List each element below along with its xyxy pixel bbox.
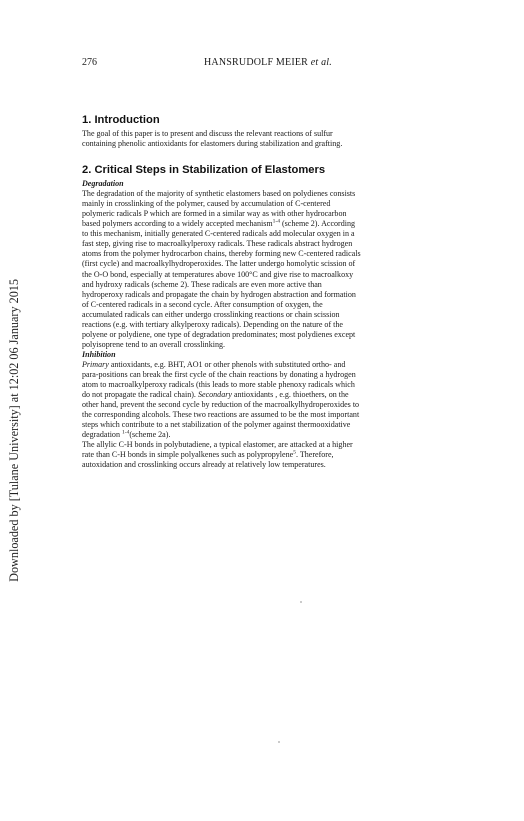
text-fragment: antioxidants , e.g. thioethers, on the: [231, 390, 349, 400]
inhibition-paragraph: [82, 360, 460, 440]
text-line: [82, 390, 460, 400]
running-header: [82, 57, 468, 73]
subheading-inhibition: Inhibition: [82, 349, 116, 359]
citation-ref: 1-4: [272, 218, 280, 225]
text-line: atom to macroalkylperoxy radicals (this leads to more stable phenoxy radicals which: [82, 380, 355, 390]
text-fragment: rate than C-H bonds in simple polyalkenes such as polypropylene: [82, 450, 294, 460]
text-line: hydroperoxy radicals and propagate the chain by hydrogen abstraction and formation: [82, 289, 356, 299]
text-fragment: based polymers according to a widely accepted mechanism: [82, 219, 273, 229]
emphasis-secondary: Secondary: [197, 390, 232, 400]
section-title-critical-steps: 2. Critical Steps in Stabilization of Elastomers: [82, 164, 326, 177]
text-line: para-positions can break the first cycle of the chain reactions by donating a hydrogen: [82, 369, 356, 379]
article-body: [82, 114, 460, 470]
degradation-paragraph: [82, 189, 460, 350]
text-line: atoms from the polymer hydrocarbon chains, thereby forming new C-centered radicals: [82, 249, 361, 259]
text-line: The allylic C-H bonds in polybutadiene, a typical elastomer, are attacked at a higher: [82, 440, 353, 450]
text-line: (first cycle) and macroalkylhydroperoxides. The latter undergo homolytic scission of: [82, 259, 356, 269]
page-number: 276: [82, 57, 97, 68]
download-notice: Downloaded by [Tulane University] at 12:02 06 January 2015: [6, 278, 21, 582]
text-fragment: antioxidants, e.g. BHT, AO1 or other phenols with substituted ortho- and: [108, 359, 346, 369]
text-line: polymeric radicals P which are formed in a similar way as with other hydrocarbon: [82, 209, 347, 219]
text-fragment: (scheme 2). According: [279, 219, 356, 229]
text-line: [82, 360, 460, 370]
text-line: [82, 219, 460, 229]
et-al: et al.: [310, 57, 332, 68]
text-line: [82, 450, 460, 460]
scan-speck: [278, 741, 280, 743]
text-line: accumulated radicals can either undergo crosslinking reactions or chain scission: [82, 309, 340, 319]
text-line: and hydroxy radicals (scheme 2). These radicals are even more active than: [82, 279, 322, 289]
text-fragment: degradation: [82, 430, 122, 440]
text-line: to this mechanism, initially generated C-centered radicals add molecular oxygen in a: [82, 229, 355, 239]
subheading-degradation: Degradation: [82, 179, 124, 189]
text-line: [82, 430, 460, 440]
section-title-introduction: 1. Introduction: [82, 114, 160, 126]
citation-ref: 1-4: [122, 429, 130, 436]
text-fragment: do not propagate the radical chain).: [82, 390, 198, 400]
citation-ref: 5: [293, 449, 296, 456]
text-line: autoxidation and crosslinking occurs already at relatively low temperatures.: [82, 460, 326, 470]
text-line: other hand, prevent the second cycle by reduction of the macroalkylhydroperoxides to: [82, 400, 360, 410]
text-line: containing phenolic antioxidants for elastomers during stabilization and grafting.: [82, 139, 343, 149]
allylic-paragraph: [82, 440, 460, 470]
text-line: reactions (e.g. with tertiary alkylperoxy radicals). Depending on the nature of the: [82, 319, 343, 329]
download-watermark: [2, 245, 26, 615]
text-line: fast step, giving rise to macroalkylperoxy radicals. These radicals abstract hydrogen: [82, 239, 353, 249]
text-line: the O-O bond, especially at temperatures above 100°C and give rise to macroalkoxy: [82, 269, 354, 279]
text-line: The goal of this paper is to present and discuss the relevant reactions of sulfur: [82, 129, 333, 138]
scan-speck: [300, 601, 302, 603]
emphasis-primary: Primary: [82, 359, 109, 369]
author-name: HANSRUDOLF MEIER: [204, 57, 309, 68]
text-line: polyene or polydiene, one type of degradation predominates; most polydienes except: [82, 329, 356, 339]
text-fragment: . Therefore,: [295, 450, 334, 460]
text-fragment: (scheme 2a).: [129, 430, 171, 440]
running-title: [204, 57, 332, 68]
text-line: polyisoprene tend to an overall crosslinking.: [82, 339, 226, 349]
intro-paragraph: [82, 129, 460, 149]
text-line: steps which contribute to a net stabilization of the polymer against thermooxidative: [82, 420, 351, 430]
text-line: mainly in crosslinking of the polymer, caused by accumulation of C-centered: [82, 199, 331, 209]
text-line: of C-centered radicals in a second cycle. After consumption of oxygen, the: [82, 299, 323, 309]
text-line: The degradation of the majority of synthetic elastomers based on polydienes consists: [82, 189, 356, 199]
text-line: the corresponding alcohols. These two reactions are assumed to be the most important: [82, 410, 360, 420]
